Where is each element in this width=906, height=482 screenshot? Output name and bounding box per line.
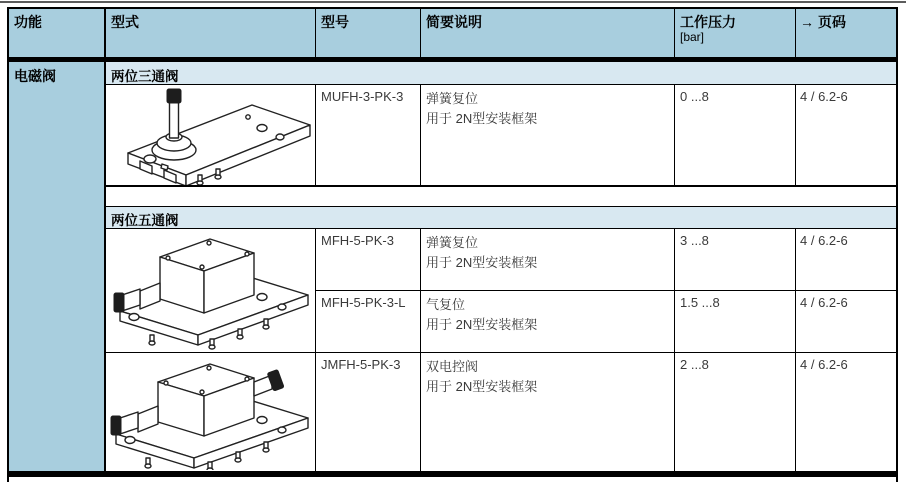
section2-subheader-rule bbox=[104, 228, 898, 229]
header-model: 型号 bbox=[321, 14, 349, 30]
row-divider-mfh bbox=[315, 290, 898, 291]
pressure-cell: 2 ...8 bbox=[680, 357, 709, 372]
description-cell bbox=[426, 295, 537, 335]
description-line1: 气复位 bbox=[426, 297, 466, 312]
table-left-border bbox=[7, 7, 9, 482]
table-top-border bbox=[7, 7, 898, 9]
header-function: 功能 bbox=[14, 14, 42, 30]
description-line2: 用于 2N型安装框架 bbox=[426, 111, 538, 126]
description-cell bbox=[426, 357, 537, 397]
description-cell bbox=[426, 89, 537, 129]
section2-title: 两位五通阀 bbox=[111, 213, 179, 228]
pressure-cell: 0 ...8 bbox=[680, 89, 709, 104]
model-cell: MFH-5-PK-3-L bbox=[321, 295, 406, 310]
valve-drawing-mufh-3-pk-3 bbox=[112, 87, 317, 185]
function-column-background bbox=[7, 57, 104, 471]
right-arrow-icon: → bbox=[800, 14, 814, 30]
col-desc-border-header bbox=[420, 7, 421, 57]
col-desc-border-sec2 bbox=[420, 228, 421, 471]
header-bottom-thick-rule bbox=[7, 57, 898, 62]
description-line1: 弹簧复位 bbox=[426, 235, 479, 250]
col-page-border-sec1 bbox=[795, 84, 796, 185]
section1-subheader-rule bbox=[104, 84, 898, 85]
model-cell: MUFH-3-PK-3 bbox=[321, 89, 404, 104]
col-desc-border-sec1 bbox=[420, 84, 421, 185]
row-divider-jmfh bbox=[104, 352, 898, 353]
section1-title: 两位三通阀 bbox=[111, 69, 179, 84]
col-page-border-sec2 bbox=[795, 228, 796, 471]
page-reference-cell: 4 / 6.2-6 bbox=[800, 89, 848, 104]
model-cell: MFH-5-PK-3 bbox=[321, 233, 394, 248]
header-type: 型式 bbox=[111, 14, 139, 30]
section1-subheader-background bbox=[104, 62, 898, 84]
description-line2: 用于 2N型安装框架 bbox=[426, 255, 538, 270]
valve-drawing-jmfh-5-pk-3 bbox=[108, 356, 313, 470]
pressure-cell: 3 ...8 bbox=[680, 233, 709, 248]
description-cell bbox=[426, 233, 537, 273]
col-model-border-header bbox=[315, 7, 316, 57]
header-description: 简要说明 bbox=[426, 14, 482, 30]
col-pressure-border-sec2 bbox=[674, 228, 675, 471]
col-pressure-border-header bbox=[674, 7, 675, 57]
header-pressure: 工作压力 bbox=[680, 14, 736, 30]
description-line1: 弹簧复位 bbox=[426, 91, 479, 106]
description-line2: 用于 2N型安装框架 bbox=[426, 379, 538, 394]
function-column-border bbox=[104, 7, 106, 471]
function-group-label: 电磁阀 bbox=[14, 68, 56, 84]
section1-bottom-border bbox=[104, 185, 898, 187]
page-reference-cell: 4 / 6.2-6 bbox=[800, 295, 848, 310]
page-reference-cell: 4 / 6.2-6 bbox=[800, 233, 848, 248]
section2-top-border bbox=[104, 206, 898, 207]
col-model-border-sec2 bbox=[315, 228, 316, 471]
page-reference-cell: 4 / 6.2-6 bbox=[800, 357, 848, 372]
header-pressure-unit: [bar] bbox=[680, 30, 705, 44]
header-page-label: 页码 bbox=[818, 14, 846, 30]
page-top-rule bbox=[0, 1, 906, 3]
model-cell: JMFH-5-PK-3 bbox=[321, 357, 401, 372]
description-line2: 用于 2N型安装框架 bbox=[426, 317, 538, 332]
header-page bbox=[800, 12, 846, 32]
table-right-border bbox=[896, 7, 898, 482]
pressure-cell: 1.5 ...8 bbox=[680, 295, 720, 310]
description-line1: 双电控阀 bbox=[426, 359, 479, 374]
col-pressure-border-sec1 bbox=[674, 84, 675, 185]
table-bottom-thick-rule bbox=[7, 471, 898, 477]
section2-subheader-background bbox=[104, 206, 898, 228]
valve-drawing-mfh-5-pk-3 bbox=[112, 231, 312, 351]
col-page-border-header bbox=[795, 7, 796, 57]
